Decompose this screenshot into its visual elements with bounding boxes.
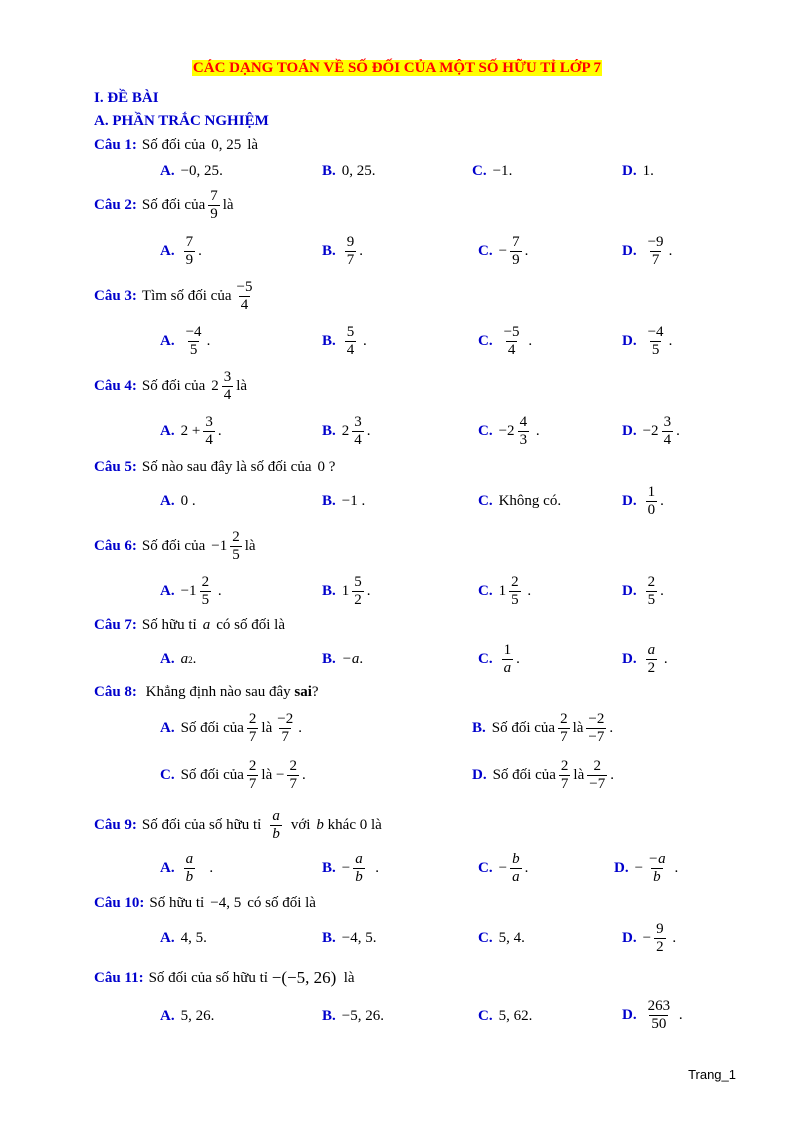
q11-option-c: C. 5, 62 .: [478, 1008, 533, 1024]
q7-option-d: D. $\frac{a}{2}$ .: [622, 642, 668, 676]
q9-option-a: A. $\frac{a}{b}$ .: [160, 851, 214, 885]
q1-option-c: C. −1 .: [472, 163, 513, 179]
q1-option-a: A. −0, 25 .: [160, 163, 223, 179]
q9-option-c: C. − $\frac{b}{a}$ .: [478, 851, 529, 885]
q4-option-a: A. 2 + $\frac{3}{4}$ .: [160, 414, 222, 448]
q2-option-c: C. − $\frac{7}{9}$ .: [478, 234, 529, 268]
q2-option-a: A. $\frac{7}{9}$ .: [160, 234, 202, 268]
q2-option-d: D. $\frac{-9}{7}$ .: [622, 234, 673, 268]
question-7: Câu 7: Số hữu tỉ a có số đối là: [94, 617, 285, 633]
question-6: Câu 6: Số đối của −1 $\frac{2}{5}$ là: [94, 529, 256, 563]
q4-option-d: D. −2 $\frac{3}{4}$ .: [622, 414, 680, 448]
question-1: Câu 1: Số đối của 0, 25 là: [94, 137, 259, 153]
q3-option-d: D. $\frac{-4}{5}$ .: [622, 324, 673, 358]
q7-option-b: B. −a .: [322, 651, 364, 667]
question-2: Câu 2: Số đối của $\frac{7}{9}$ là: [94, 188, 234, 222]
q8-option-a: A. Số đối của $\frac{2}{7}$ là $\frac{-2}{7}$ .: [160, 711, 302, 745]
q5-option-a: A. 0 .: [160, 493, 196, 509]
page-footer: Trang_1: [688, 1067, 736, 1082]
q9-option-d: D. − $\frac{-a}{b}$ .: [614, 851, 679, 885]
q6-option-d: D. $\frac{2}{5}$ .: [622, 574, 664, 608]
document-title: CÁC DẠNG TOÁN VỀ SỐ ĐỐI CỦA MỘT SỐ HỮU TỈ LỚP 7: [192, 60, 602, 76]
q2-option-b: B. $\frac{9}{7}$ .: [322, 234, 364, 268]
question-9: Câu 9: Số đối của số hữu tỉ $\frac{a}{b}$ với b khác 0 là: [94, 808, 382, 842]
q7-option-c: C. $\frac{1}{a}$ .: [478, 642, 520, 676]
q7-option-a: A. a 2 .: [160, 651, 197, 667]
q1-option-b: B. 0, 25 .: [322, 163, 376, 179]
q1-option-d: D. 1 .: [622, 163, 654, 179]
q10-option-c: C. 5, 4 .: [478, 930, 525, 946]
q10-option-b: B. −4, 5 .: [322, 930, 377, 946]
question-5: Câu 5: Số nào sau đây là số đối của 0 ?: [94, 459, 336, 475]
question-3: Câu 3: Tìm số đối của $\frac{-5}{4}$: [94, 279, 253, 313]
q4-option-b: B. 2 $\frac{3}{4}$ .: [322, 414, 371, 448]
q3-option-c: C. $\frac{-5}{4}$ .: [478, 324, 533, 358]
question-11: Câu 11: Số đối của số hữu tỉ −(−5, 26) là: [94, 968, 355, 987]
q8-option-c: C. Số đối của $\frac{2}{7}$ là − $\frac{2}{7}$ .: [160, 758, 306, 792]
q10-option-a: A. 4, 5 .: [160, 930, 207, 946]
q10-option-d: D. − $\frac{9}{2}$ .: [622, 921, 677, 955]
q5-option-b: B. −1 .: [322, 493, 366, 509]
q11-option-b: B. −5, 26 .: [322, 1008, 384, 1024]
subsection-heading: A. PHẦN TRẮC NGHIỆM: [94, 113, 269, 129]
q5-option-c: C. Không có.: [478, 493, 562, 509]
q6-option-c: C. 1 $\frac{2}{5}$ .: [478, 574, 532, 608]
q11-option-a: A. 5, 26 .: [160, 1008, 215, 1024]
q3-option-a: A. $\frac{-4}{5}$ .: [160, 324, 211, 358]
q5-option-d: D. $\frac{1}{0}$ .: [622, 484, 664, 518]
q8-option-d: D. Số đối của $\frac{2}{7}$ là $\frac{2}{-7}$ .: [472, 758, 614, 792]
q6-option-a: A. −1 $\frac{2}{5}$ .: [160, 574, 222, 608]
fraction: $\frac{7}{9}$: [210, 188, 218, 222]
q3-option-b: B. $\frac{5}{4}$ .: [322, 324, 367, 358]
question-4: Câu 4: Số đối của 2 $\frac{3}{4}$ là: [94, 369, 248, 403]
question-8: Câu 8: Khẳng định nào sau đây sai ?: [94, 684, 319, 700]
q9-option-b: B. − $\frac{a}{b}$ .: [322, 851, 379, 885]
section-heading: I. ĐỀ BÀI: [94, 90, 159, 106]
question-10: Câu 10: Số hữu tỉ −4, 5 có số đối là: [94, 895, 316, 911]
q8-option-b: B. Số đối của $\frac{2}{7}$ là $\frac{-2}{-7}$ .: [472, 711, 614, 745]
q11-option-d: D. $\frac{263}{50}$ .: [622, 998, 683, 1032]
q6-option-b: B. 1 $\frac{5}{2}$ .: [322, 574, 371, 608]
q4-option-c: C. −2 $\frac{4}{3}$ .: [478, 414, 540, 448]
